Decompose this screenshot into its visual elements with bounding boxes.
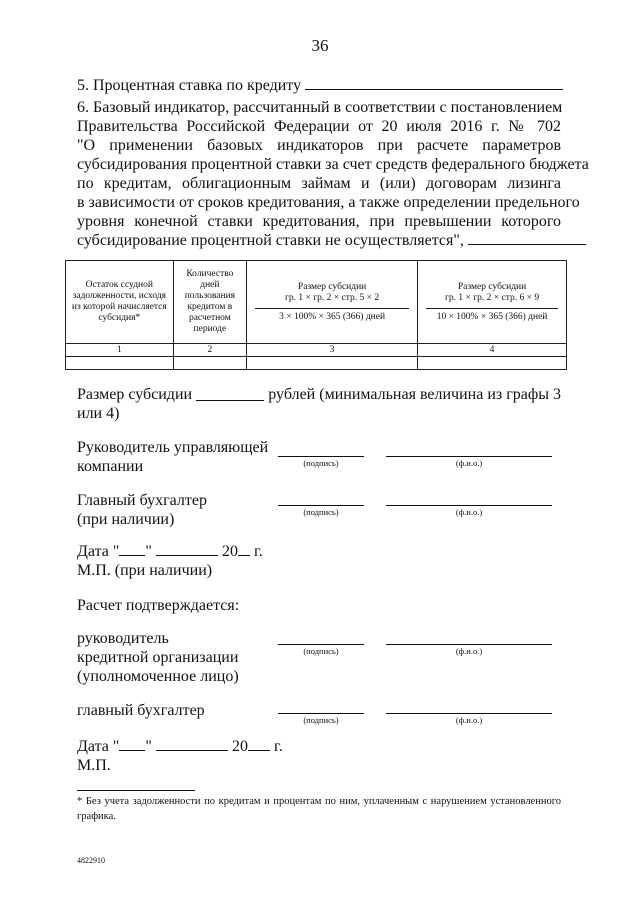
chief-acc-label-1: Главный бухгалтер xyxy=(77,492,207,509)
date2-stamp: М.П. xyxy=(77,757,111,774)
data-cell-1 xyxy=(66,357,174,370)
data-cell-2 xyxy=(173,357,246,370)
col4-numerator: гр. 1 × гр. 2 × стр. 6 × 9 xyxy=(444,292,540,303)
date2-year: 20 xyxy=(231,738,248,755)
bank-head-label-3: (уполномоченное лицо) xyxy=(77,668,239,685)
item6-line-8 xyxy=(77,232,586,250)
item6-line-4: субсидирования процентной ставки за счет средств федерального бюджета xyxy=(77,156,589,173)
chief-acc-name-caption: (ф.и.о.) xyxy=(455,507,483,517)
date1-stamp: М.П. (при наличии) xyxy=(77,562,213,579)
col4-header xyxy=(418,261,567,344)
chief-acc-sign-caption: (подпись) xyxy=(303,507,339,517)
bank-chief-acc-sign-caption: (подпись) xyxy=(303,715,339,725)
subsidy-line xyxy=(77,386,561,404)
date1-day-blank xyxy=(119,543,145,556)
bank-head-name-caption: (ф.и.о.) xyxy=(455,646,483,656)
col3-title: Размер субсидии xyxy=(297,281,367,292)
col3-denominator: 3 × 100% × 365 (366) дней xyxy=(255,308,409,323)
subsidy-table xyxy=(65,260,567,370)
date2-year-blank xyxy=(248,738,270,751)
bank-chief-acc-label: главный бухгалтер xyxy=(77,702,205,719)
head-signature-line xyxy=(278,456,364,457)
head-label-2: компании xyxy=(77,458,144,475)
head-name-caption: (ф.и.о.) xyxy=(455,458,483,468)
item5-line xyxy=(77,77,563,95)
bank-chief-acc-name-line xyxy=(386,713,552,714)
col4-denominator: 10 × 100% × 365 (366) дней xyxy=(426,308,558,323)
head-sign-caption: (подпись) xyxy=(303,458,339,468)
date2-line xyxy=(77,738,283,756)
data-cell-4 xyxy=(418,357,567,370)
footnote: * Без учета задолженности по кредитам и процентам по ним, уплаченным с нарушением установленного графика. xyxy=(77,796,561,822)
chief-acc-label-2: (при наличии) xyxy=(77,511,175,528)
bank-chief-acc-signature-line xyxy=(278,713,364,714)
col1-header: Остаток ссудной задолженности, исходя из которой начисляется субсидия* xyxy=(66,261,174,344)
head-name-line xyxy=(386,456,552,457)
footnote-rule xyxy=(77,790,195,791)
subsidy-blank xyxy=(196,388,264,401)
date1-year-suffix: г. xyxy=(253,543,263,560)
head-label-1: Руководитель управляющей xyxy=(77,439,269,456)
col-number-3: 3 xyxy=(247,344,418,357)
date2-year-suffix: г. xyxy=(273,738,283,755)
col3-numerator: гр. 1 × гр. 2 × стр. 5 × 2 xyxy=(285,292,380,303)
chief-acc-name-line xyxy=(386,505,552,506)
col-number-1: 1 xyxy=(66,344,174,357)
bank-head-name-line xyxy=(386,644,552,645)
item6-line-2: Правительства Российской Федерации от 20 июля 2016 г. № 702 xyxy=(77,118,561,135)
col2-header: Количество дней пользования кредитом в расчетном периоде xyxy=(173,261,246,344)
date1-month-blank xyxy=(156,543,218,556)
document-id: 4822910 xyxy=(77,856,105,865)
item6-last-text: субсидирование процентной ставки не осуществляется", xyxy=(77,232,464,249)
bank-head-signature-line xyxy=(278,644,364,645)
bank-chief-acc-name-caption: (ф.и.о.) xyxy=(455,715,483,725)
date1-year-blank xyxy=(238,543,250,556)
date1-line xyxy=(77,543,263,561)
col-number-2: 2 xyxy=(173,344,246,357)
date1-quote: " xyxy=(145,543,152,560)
item6-line-6: в зависимости от сроков кредитования, а также определении предельного xyxy=(77,194,580,211)
bank-head-label-1: руководитель xyxy=(77,630,169,647)
item5-label: 5. Процентная ставка по кредиту xyxy=(77,77,302,94)
date1-label: Дата " xyxy=(77,543,120,560)
item6-line-1: 6. Базовый индикатор, рассчитанный в соответствии с постановлением xyxy=(77,99,563,116)
item6-line-7: уровня конечной ставки кредитования, при превышении которого xyxy=(77,213,561,230)
subsidy-prefix: Размер субсидии xyxy=(77,386,193,403)
col4-title: Размер субсидии xyxy=(457,281,527,292)
bank-head-sign-caption: (подпись) xyxy=(303,646,339,656)
col-number-4: 4 xyxy=(418,344,567,357)
confirmed-label: Расчет подтверждается: xyxy=(77,597,240,614)
subsidy-suffix: рублей (минимальная величина из графы 3 xyxy=(268,386,561,403)
item6-line-5: по кредитам, облигационным займам и (или) договорам лизинга xyxy=(77,175,561,192)
page-number: 36 xyxy=(311,36,329,55)
item5-blank xyxy=(305,77,563,90)
date1-year: 20 xyxy=(221,543,238,560)
date2-day-blank xyxy=(119,738,145,751)
item6-line-3: "О применении базовых индикаторов при расчете параметров xyxy=(77,137,561,154)
date2-month-blank xyxy=(156,738,228,751)
date2-label: Дата " xyxy=(77,738,120,755)
chief-acc-signature-line xyxy=(278,505,364,506)
bank-head-label-2: кредитной организации xyxy=(77,649,239,666)
item6-blank xyxy=(468,232,586,245)
date2-quote: " xyxy=(145,738,152,755)
data-cell-3 xyxy=(247,357,418,370)
col3-header xyxy=(247,261,418,344)
subsidy-line-2: или 4) xyxy=(77,405,120,422)
